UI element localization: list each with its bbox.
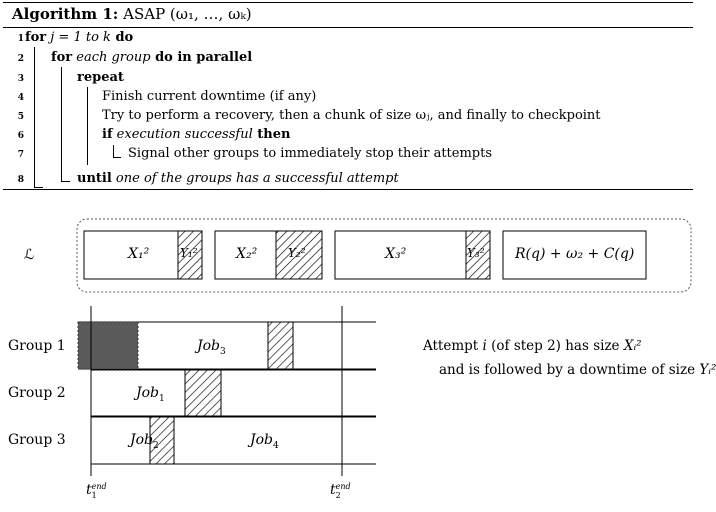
caption-line-2 bbox=[439, 362, 716, 378]
sequence-label: ℒ bbox=[24, 247, 35, 263]
algorithm-title-name: ASAP (ω₁, …, ωₖ) bbox=[123, 5, 252, 23]
caption-line-1 bbox=[423, 338, 642, 354]
keyword: do bbox=[110, 30, 134, 45]
expression: each group bbox=[72, 50, 151, 65]
line-number: 6 bbox=[17, 131, 24, 141]
job-label bbox=[250, 432, 279, 451]
t1-sup: end bbox=[91, 482, 107, 491]
expression: to k bbox=[85, 30, 111, 45]
y-label: Y₂² bbox=[288, 246, 306, 260]
line-number: 2 bbox=[17, 54, 24, 64]
job-name: Job bbox=[130, 432, 154, 448]
keyword: until bbox=[77, 171, 112, 186]
expression: j = 1 bbox=[46, 30, 86, 45]
job-index: 1 bbox=[159, 393, 165, 404]
t1-sub: 1 bbox=[91, 491, 97, 500]
job-label bbox=[197, 338, 226, 357]
job-label bbox=[136, 385, 165, 404]
algorithm-title-label: Algorithm 1: bbox=[12, 5, 119, 23]
keyword: for bbox=[51, 50, 73, 65]
expression: execution successful bbox=[112, 127, 253, 142]
line-number: 1 bbox=[17, 34, 24, 44]
expression: one of the groups has a successful attempt bbox=[111, 171, 399, 186]
gray-block bbox=[78, 322, 138, 369]
line-number: 3 bbox=[17, 74, 24, 84]
job-index: 2 bbox=[153, 440, 159, 451]
x-label: X₃² bbox=[385, 246, 407, 262]
keyword: then bbox=[252, 127, 291, 142]
caption-symbol: Xᵢ² bbox=[623, 338, 642, 354]
keyword: for bbox=[25, 30, 47, 45]
algorithm-line-5: Try to perform a recovery, then a chunk of size ωⱼ, and finally to checkpoint bbox=[102, 108, 601, 123]
caption-text: Attempt bbox=[423, 338, 483, 354]
t2-sup: end bbox=[335, 482, 351, 491]
group-label-3: Group 3 bbox=[8, 432, 66, 448]
y-label: Y₁² bbox=[180, 246, 198, 260]
group-label-1: Group 1 bbox=[8, 338, 66, 354]
t2-symbol: t bbox=[330, 482, 336, 498]
job-name: Job bbox=[136, 385, 160, 401]
job-name: Job bbox=[197, 338, 221, 354]
t1-symbol: t bbox=[86, 482, 92, 498]
t1-label bbox=[86, 482, 107, 500]
caption-symbol: Yᵢ² bbox=[699, 362, 716, 378]
job-name: Job bbox=[250, 432, 274, 448]
line-number: 7 bbox=[17, 150, 24, 160]
algorithm-line-4: Finish current downtime (if any) bbox=[102, 89, 317, 104]
line-number: 8 bbox=[17, 175, 24, 185]
downtime-hatch bbox=[268, 322, 293, 369]
caption-text: and is followed by a downtime of size bbox=[439, 362, 700, 378]
line-number: 5 bbox=[17, 112, 24, 122]
algorithm-line-7: Signal other groups to immediately stop their attempts bbox=[128, 146, 492, 161]
job-label bbox=[130, 432, 159, 451]
x-label: X₁² bbox=[128, 246, 150, 262]
keyword: repeat bbox=[77, 70, 124, 85]
job-index: 3 bbox=[220, 346, 226, 357]
downtime-hatch bbox=[185, 370, 221, 416]
t2-sub: 2 bbox=[335, 491, 341, 500]
keyword: if bbox=[102, 127, 113, 142]
y-label: Y₃² bbox=[467, 246, 485, 260]
line-number: 4 bbox=[17, 93, 24, 103]
caption-var: i bbox=[482, 338, 487, 354]
t2-label bbox=[330, 482, 351, 500]
x-label: X₂² bbox=[236, 246, 258, 262]
job-index: 4 bbox=[273, 440, 279, 451]
keyword: do in parallel bbox=[150, 50, 253, 65]
final-chunk-label: R(q) + ω₂ + C(q) bbox=[515, 246, 635, 262]
caption-text: (of step 2) has size bbox=[486, 338, 624, 354]
group-label-2: Group 2 bbox=[8, 385, 66, 401]
